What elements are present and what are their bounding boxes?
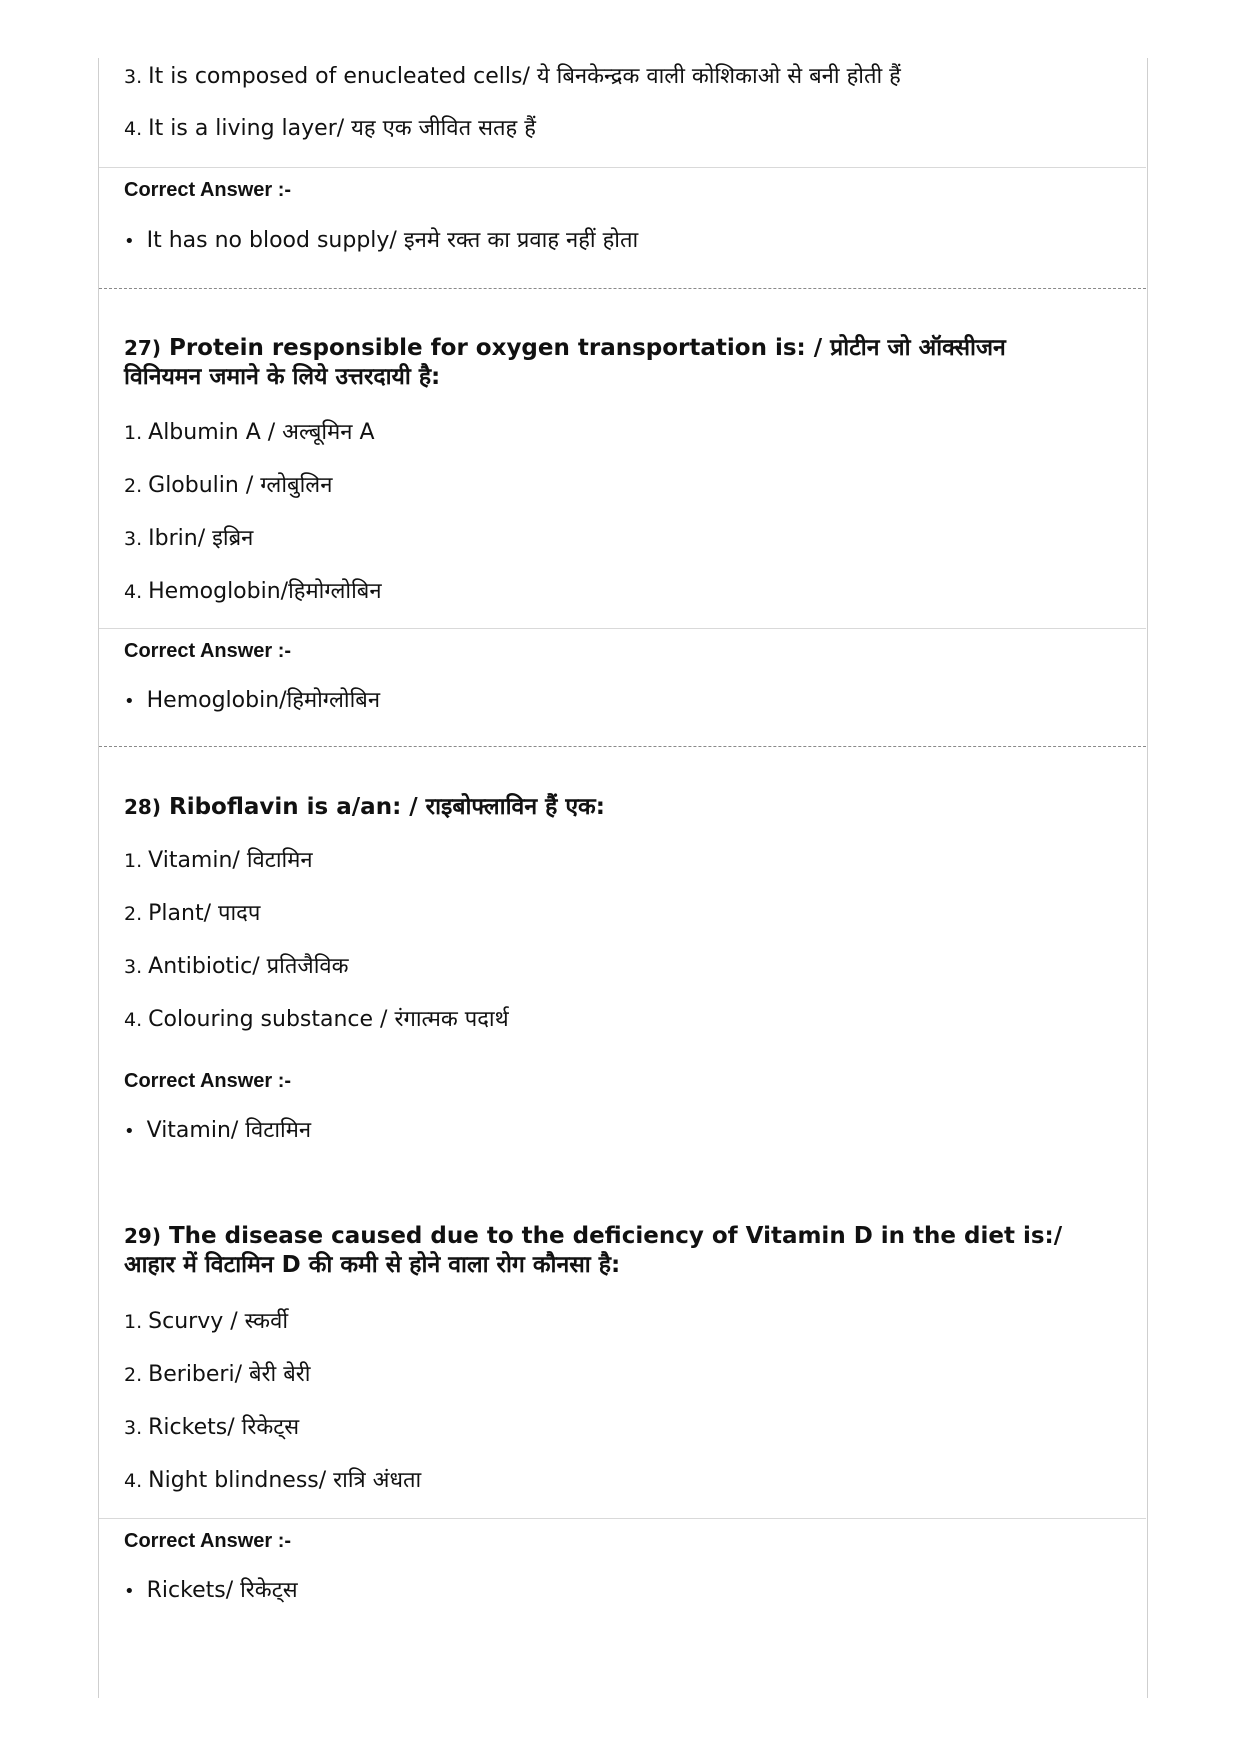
option-text: Beriberi/ बेरी बेरी xyxy=(148,1362,311,1387)
correct-answer-label: Correct Answer :- xyxy=(124,1070,292,1092)
option-text: Colouring substance / रंगात्मक पदार्थ xyxy=(148,1007,509,1032)
correct-answer-q27 xyxy=(124,686,380,717)
option-q28-2 xyxy=(124,899,260,929)
question-title-27 xyxy=(124,334,1084,392)
option-number: 3. xyxy=(124,528,143,550)
question-text: The disease caused due to the deficiency of Vitamin D in the diet is:/ xyxy=(168,1223,1063,1249)
option-text: It is a living layer/ यह एक जीवित सतह हैं xyxy=(148,116,536,141)
option-number: 3. xyxy=(124,1417,143,1439)
question-text: Protein responsible for oxygen transportation is: / प्रोटीन जो ऑक्सीजन xyxy=(168,335,1006,361)
divider xyxy=(99,1518,1146,1519)
correct-answer-text: Vitamin/ विटामिन xyxy=(146,1118,312,1143)
option-number: 1. xyxy=(124,1311,143,1333)
option-text: Globulin / ग्लोबुलिन xyxy=(148,473,333,498)
option-text: It is composed of enucleated cells/ ये बिनकेन्द्रक वाली कोशिकाओ से बनी होती हैं xyxy=(148,64,901,89)
option-number: 1. xyxy=(124,850,143,872)
question-text-line2: विनियमन जमाने के लिये उत्तरदायी है: xyxy=(124,364,441,390)
question-text-line2: आहार में विटामिन D की कमी से होने वाला रोग कौनसा है: xyxy=(124,1252,621,1278)
option-q26-3 xyxy=(124,62,901,92)
option-number: 3. xyxy=(124,956,143,978)
option-text: Ibrin/ इब्रिन xyxy=(148,526,254,551)
correct-answer-q26 xyxy=(124,226,638,257)
option-number: 2. xyxy=(124,903,143,925)
divider xyxy=(99,167,1146,168)
option-number: 2. xyxy=(124,1364,143,1386)
question-number: 28) xyxy=(124,795,161,819)
correct-answer-text: It has no blood supply/ इनमे रक्त का प्रवाह नहीं होता xyxy=(146,228,639,253)
bullet-icon: • xyxy=(124,1581,135,1602)
correct-answer-text: Hemoglobin/हिमोग्लोबिन xyxy=(146,688,381,713)
option-number: 4. xyxy=(124,1470,143,1492)
question-title-29 xyxy=(124,1222,1084,1280)
option-q29-1 xyxy=(124,1307,288,1337)
bullet-icon: • xyxy=(124,1121,135,1142)
option-text: Scurvy / स्कर्वी xyxy=(148,1309,289,1334)
option-q27-3 xyxy=(124,524,253,554)
question-number: 29) xyxy=(124,1224,161,1248)
option-text: Vitamin/ विटामिन xyxy=(148,848,313,873)
question-text: Riboflavin is a/an: / राइबोफ्लाविन हैं एक: xyxy=(168,794,605,820)
option-number: 4. xyxy=(124,118,143,140)
option-q29-3 xyxy=(124,1413,299,1443)
option-text: Rickets/ रिकेट्स xyxy=(148,1415,300,1440)
page-frame xyxy=(98,58,1148,1698)
option-q27-2 xyxy=(124,471,332,501)
divider xyxy=(99,628,1146,629)
option-q26-4 xyxy=(124,114,536,144)
option-q29-2 xyxy=(124,1360,311,1390)
option-number: 4. xyxy=(124,1009,143,1031)
bullet-icon: • xyxy=(124,231,135,252)
correct-answer-q29 xyxy=(124,1576,298,1607)
correct-answer-label: Correct Answer :- xyxy=(124,179,292,201)
option-text: Antibiotic/ प्रतिजैविक xyxy=(148,954,349,979)
option-number: 1. xyxy=(124,422,143,444)
correct-answer-label: Correct Answer :- xyxy=(124,1530,292,1552)
option-q27-4 xyxy=(124,577,382,607)
correct-answer-label: Correct Answer :- xyxy=(124,640,292,662)
option-q29-4 xyxy=(124,1466,421,1496)
question-title-28 xyxy=(124,793,1084,822)
option-text: Plant/ पादप xyxy=(148,901,261,926)
question-separator xyxy=(99,746,1146,747)
correct-answer-q28 xyxy=(124,1116,311,1147)
option-number: 4. xyxy=(124,581,143,603)
question-number: 27) xyxy=(124,336,161,360)
option-number: 3. xyxy=(124,66,143,88)
option-q27-1 xyxy=(124,418,375,448)
option-q28-3 xyxy=(124,952,349,982)
option-text: Night blindness/ रात्रि अंधता xyxy=(148,1468,422,1493)
option-q28-4 xyxy=(124,1005,509,1035)
option-text: Hemoglobin/हिमोग्लोबिन xyxy=(148,579,382,604)
question-separator xyxy=(99,288,1146,289)
option-text: Albumin A / अल्बूमिन A xyxy=(148,420,375,445)
option-q28-1 xyxy=(124,846,313,876)
bullet-icon: • xyxy=(124,691,135,712)
option-number: 2. xyxy=(124,475,143,497)
correct-answer-text: Rickets/ रिकेट्स xyxy=(146,1578,298,1603)
